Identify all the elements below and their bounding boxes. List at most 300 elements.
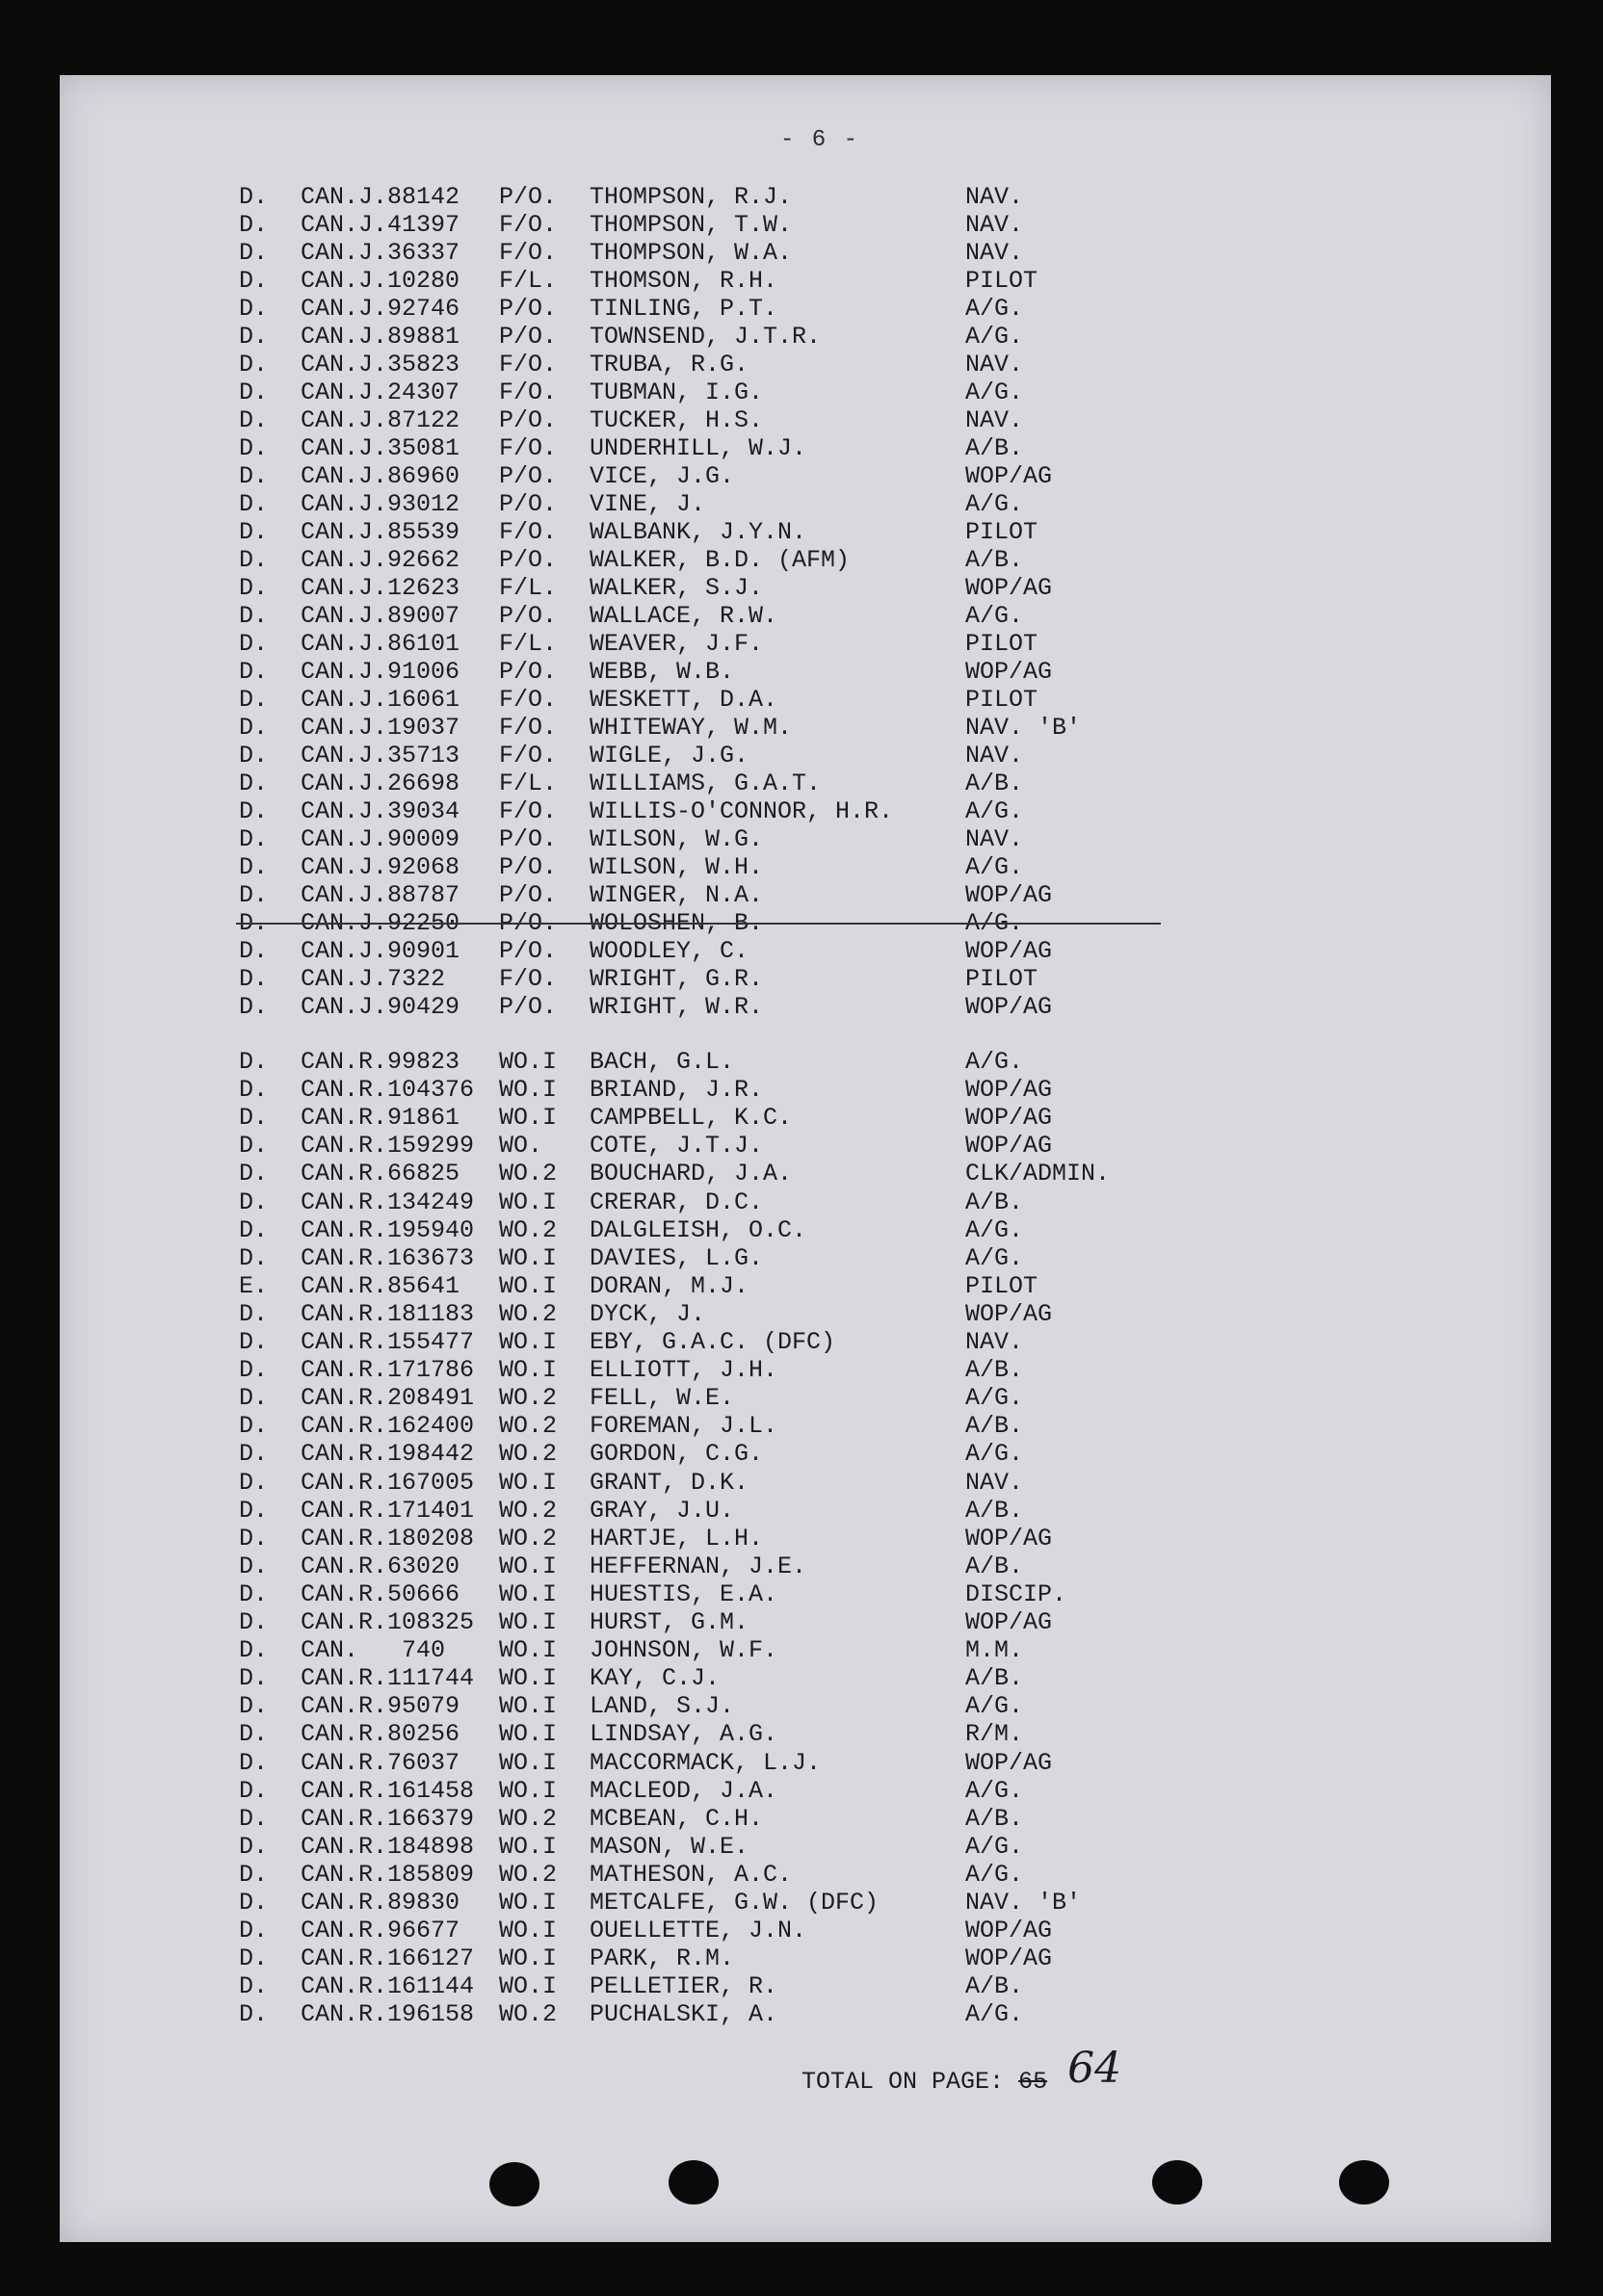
name: CRERAR, D.C. xyxy=(590,1187,764,1216)
service-number: CAN.R.76037 xyxy=(301,1748,460,1777)
list-row xyxy=(0,1244,1491,1272)
classification: D. xyxy=(239,630,269,658)
name: WALKER, B.D. (AFM) xyxy=(590,546,851,574)
service-number: CAN.R.184898 xyxy=(301,1832,475,1861)
service-number: CAN.R.85641 xyxy=(301,1271,460,1300)
name: WRIGHT, W.R. xyxy=(590,993,764,1021)
rank: WO.2 xyxy=(499,2000,558,2029)
name: DALGLEISH, O.C. xyxy=(590,1215,807,1244)
trade: WOP/AG xyxy=(965,881,1053,909)
rank: P/O. xyxy=(499,825,558,853)
service-number: CAN.R.161144 xyxy=(301,1972,475,2001)
list-row xyxy=(0,1917,1491,1944)
classification: D. xyxy=(239,518,269,546)
classification: D. xyxy=(239,937,269,965)
list-row xyxy=(0,490,1491,518)
list-row xyxy=(0,1552,1491,1580)
name: CAMPBELL, K.C. xyxy=(590,1104,793,1133)
rank: WO.2 xyxy=(499,1215,558,1244)
service-number: CAN.J.39034 xyxy=(301,797,460,825)
classification: D. xyxy=(239,1804,269,1833)
name: TINLING, P.T. xyxy=(590,295,778,323)
list-row xyxy=(0,1861,1491,1889)
service-number: CAN.J.35823 xyxy=(301,351,460,378)
rank: WO.I xyxy=(499,1692,558,1721)
classification: D. xyxy=(239,1917,269,1945)
service-number: CAN.R.99823 xyxy=(301,1048,460,1076)
rank: WO.I xyxy=(499,1328,558,1356)
trade: A/G. xyxy=(965,1048,1024,1076)
classification: D. xyxy=(239,1692,269,1721)
list-row xyxy=(0,239,1491,267)
page-total xyxy=(802,2044,1122,2099)
list-row xyxy=(0,295,1491,323)
name: MACCORMACK, L.J. xyxy=(590,1748,822,1777)
service-number: CAN.R.185809 xyxy=(301,1860,475,1889)
classification: E. xyxy=(239,1271,269,1300)
classification: D. xyxy=(239,853,269,881)
name: HURST, G.M. xyxy=(590,1608,749,1636)
service-number: CAN.R.155477 xyxy=(301,1328,475,1356)
rank: WO.I xyxy=(499,1579,558,1608)
total-label: TOTAL ON PAGE: xyxy=(802,2068,1005,2096)
service-number: CAN.J.93012 xyxy=(301,490,460,518)
list-row xyxy=(0,1720,1491,1748)
classification: D. xyxy=(239,1356,269,1385)
service-number: CAN.R.167005 xyxy=(301,1468,475,1497)
classification: D. xyxy=(239,1748,269,1777)
service-number: CAN.R.198442 xyxy=(301,1440,475,1469)
classification: D. xyxy=(239,602,269,630)
name: THOMPSON, T.W. xyxy=(590,211,793,239)
name: WIGLE, J.G. xyxy=(590,742,749,770)
service-number: CAN.R.96677 xyxy=(301,1917,460,1945)
service-number: CAN.J.90009 xyxy=(301,825,460,853)
rank: WO. xyxy=(499,1132,543,1161)
name: DYCK, J. xyxy=(590,1299,706,1328)
name: WALBANK, J.Y.N. xyxy=(590,518,807,546)
list-row xyxy=(0,1469,1491,1497)
list-row xyxy=(0,546,1491,574)
rank: F/O. xyxy=(499,686,558,714)
rank: P/O. xyxy=(499,853,558,881)
trade: NAV. xyxy=(965,183,1024,211)
total-handwritten-value: 64 xyxy=(1067,2044,1122,2093)
list-row xyxy=(0,1160,1491,1187)
list-row xyxy=(0,1188,1491,1216)
trade: PILOT xyxy=(965,965,1038,993)
name: BRIAND, J.R. xyxy=(590,1076,764,1105)
trade: WOP/AG xyxy=(965,1076,1053,1105)
list-row xyxy=(0,1132,1491,1160)
service-number: CAN.R.180208 xyxy=(301,1524,475,1552)
rank: P/O. xyxy=(499,490,558,518)
name: WEBB, W.B. xyxy=(590,658,735,686)
rank: WO.2 xyxy=(499,1160,558,1188)
name: THOMPSON, R.J. xyxy=(590,183,793,211)
classification: D. xyxy=(239,993,269,1021)
classification: D. xyxy=(239,406,269,434)
rank: P/O. xyxy=(499,295,558,323)
name: GRAY, J.U. xyxy=(590,1496,735,1525)
name: PUCHALSKI, A. xyxy=(590,2000,778,2029)
list-row xyxy=(0,1664,1491,1692)
service-number: CAN.J.88787 xyxy=(301,881,460,909)
classification: D. xyxy=(239,574,269,602)
list-row xyxy=(0,825,1491,853)
service-number: CAN.J.88142 xyxy=(301,183,460,211)
name: TOWNSEND, J.T.R. xyxy=(590,323,822,351)
classification: D. xyxy=(239,1104,269,1133)
rank: WO.I xyxy=(499,1972,558,2001)
rank: P/O. xyxy=(499,462,558,490)
name: HUESTIS, E.A. xyxy=(590,1579,778,1608)
classification: D. xyxy=(239,1552,269,1580)
list-row xyxy=(0,797,1491,825)
name: KAY, C.J. xyxy=(590,1664,721,1693)
service-number: CAN.J.85539 xyxy=(301,518,460,546)
rank: F/O. xyxy=(499,378,558,406)
classification: D. xyxy=(239,267,269,295)
rank: WO.I xyxy=(499,1076,558,1105)
service-number: CAN.R.166127 xyxy=(301,1944,475,1973)
trade: A/G. xyxy=(965,378,1024,406)
name: FOREMAN, J.L. xyxy=(590,1412,778,1441)
trade: A/B. xyxy=(965,1412,1024,1441)
service-number: CAN.J.89881 xyxy=(301,323,460,351)
service-number: CAN.J.10280 xyxy=(301,267,460,295)
classification: D. xyxy=(239,1889,269,1917)
name: DORAN, M.J. xyxy=(590,1271,749,1300)
rank: F/O. xyxy=(499,239,558,267)
service-number: CAN.J.87122 xyxy=(301,406,460,434)
name: COTE, J.T.J. xyxy=(590,1132,764,1161)
classification: D. xyxy=(239,1579,269,1608)
classification: D. xyxy=(239,490,269,518)
trade: WOP/AG xyxy=(965,574,1053,602)
list-row xyxy=(0,1497,1491,1525)
rank: F/L. xyxy=(499,770,558,797)
list-row xyxy=(0,881,1491,909)
classification: D. xyxy=(239,2000,269,2029)
service-number: CAN.R.171401 xyxy=(301,1496,475,1525)
name: GRANT, D.K. xyxy=(590,1468,749,1497)
trade: M.M. xyxy=(965,1636,1024,1665)
rank: P/O. xyxy=(499,546,558,574)
classification: D. xyxy=(239,1468,269,1497)
rank: WO.I xyxy=(499,1356,558,1385)
service-number: CAN.J.91006 xyxy=(301,658,460,686)
trade: A/G. xyxy=(965,2000,1024,2029)
name: ELLIOTT, J.H. xyxy=(590,1356,778,1385)
trade: A/G. xyxy=(965,490,1024,518)
classification: D. xyxy=(239,1412,269,1441)
list-row xyxy=(0,714,1491,742)
service-number: CAN.R.91861 xyxy=(301,1104,460,1133)
list-row xyxy=(0,462,1491,490)
list-row xyxy=(0,1356,1491,1384)
service-number: CAN.J.35713 xyxy=(301,742,460,770)
classification: D. xyxy=(239,797,269,825)
name: WALLACE, R.W. xyxy=(590,602,778,630)
trade: WOP/AG xyxy=(965,462,1053,490)
classification: D. xyxy=(239,546,269,574)
trade: CLK/ADMIN. xyxy=(965,1160,1111,1188)
service-number: CAN.R.208491 xyxy=(301,1384,475,1413)
name: TRUBA, R.G. xyxy=(590,351,749,378)
name: WHITEWAY, W.M. xyxy=(590,714,793,742)
rank: WO.2 xyxy=(499,1384,558,1413)
trade: A/B. xyxy=(965,546,1024,574)
service-number: CAN.R.162400 xyxy=(301,1412,475,1441)
rank: WO.I xyxy=(499,1664,558,1693)
punch-hole xyxy=(1339,2160,1389,2205)
classification: D. xyxy=(239,1328,269,1356)
rank: WO.I xyxy=(499,1889,558,1917)
trade: NAV. 'B' xyxy=(965,1889,1082,1917)
trade: NAV. 'B' xyxy=(965,714,1082,742)
rank: F/O. xyxy=(499,518,558,546)
name: METCALFE, G.W. (DFC) xyxy=(590,1889,880,1917)
name: EBY, G.A.C. (DFC) xyxy=(590,1328,836,1356)
name: THOMPSON, W.A. xyxy=(590,239,793,267)
classification: D. xyxy=(239,1076,269,1105)
list-row xyxy=(0,574,1491,602)
classification: D. xyxy=(239,239,269,267)
list-row xyxy=(0,211,1491,239)
trade: A/G. xyxy=(965,1860,1024,1889)
list-row xyxy=(0,630,1491,658)
rank: P/O. xyxy=(499,323,558,351)
trade: PILOT xyxy=(965,630,1038,658)
rank: WO.I xyxy=(499,1944,558,1973)
service-number: CAN. 740 xyxy=(301,1636,446,1665)
classification: D. xyxy=(239,714,269,742)
name: MCBEAN, C.H. xyxy=(590,1804,764,1833)
punch-hole xyxy=(669,2160,719,2205)
list-row xyxy=(0,1384,1491,1412)
rank: F/O. xyxy=(499,714,558,742)
classification: D. xyxy=(239,1664,269,1693)
rank: WO.I xyxy=(499,1832,558,1861)
rank: WO.2 xyxy=(499,1860,558,1889)
classification: D. xyxy=(239,295,269,323)
rank: WO.2 xyxy=(499,1524,558,1552)
trade: DISCIP. xyxy=(965,1579,1067,1608)
trade: A/G. xyxy=(965,909,1024,937)
list-row xyxy=(0,1972,1491,2000)
service-number: CAN.J.90901 xyxy=(301,937,460,965)
rank: F/L. xyxy=(499,630,558,658)
trade: WOP/AG xyxy=(965,993,1053,1021)
name: WOLOSHEN, B. xyxy=(590,909,764,937)
trade: A/B. xyxy=(965,1664,1024,1693)
trade: NAV. xyxy=(965,1468,1024,1497)
service-number: CAN.J.35081 xyxy=(301,434,460,462)
list-row xyxy=(0,183,1491,211)
trade: WOP/AG xyxy=(965,1299,1053,1328)
punch-hole xyxy=(1152,2160,1202,2205)
list-row xyxy=(0,1272,1491,1300)
classification: D. xyxy=(239,323,269,351)
service-number: CAN.J.92662 xyxy=(301,546,460,574)
list-row xyxy=(0,1525,1491,1552)
classification: D. xyxy=(239,1384,269,1413)
classification: D. xyxy=(239,1440,269,1469)
name: DAVIES, L.G. xyxy=(590,1243,764,1272)
rank: F/O. xyxy=(499,434,558,462)
trade: A/G. xyxy=(965,295,1024,323)
trade: NAV. xyxy=(965,1328,1024,1356)
rank: WO.2 xyxy=(499,1299,558,1328)
list-row xyxy=(0,434,1491,462)
trade: WOP/AG xyxy=(965,1132,1053,1161)
name: WILLIAMS, G.A.T. xyxy=(590,770,822,797)
name: WINGER, N.A. xyxy=(590,881,764,909)
list-row xyxy=(0,1889,1491,1917)
trade: NAV. xyxy=(965,742,1024,770)
classification: D. xyxy=(239,1160,269,1188)
trade: A/B. xyxy=(965,770,1024,797)
list-row xyxy=(0,351,1491,378)
classification: D. xyxy=(239,1832,269,1861)
rank: WO.I xyxy=(499,1187,558,1216)
rank: P/O. xyxy=(499,658,558,686)
list-row xyxy=(0,267,1491,295)
list-row xyxy=(0,1412,1491,1440)
rank: WO.2 xyxy=(499,1496,558,1525)
rank: F/O. xyxy=(499,797,558,825)
rank: WO.I xyxy=(499,1048,558,1076)
classification: D. xyxy=(239,378,269,406)
rank: P/O. xyxy=(499,993,558,1021)
service-number: CAN.J.92250 xyxy=(301,909,460,937)
service-number: CAN.J.41397 xyxy=(301,211,460,239)
service-number: CAN.J.24307 xyxy=(301,378,460,406)
name: PELLETIER, R. xyxy=(590,1972,778,2001)
name: WEAVER, J.F. xyxy=(590,630,764,658)
rank: WO.I xyxy=(499,1776,558,1805)
classification: D. xyxy=(239,1972,269,2001)
name: HARTJE, L.H. xyxy=(590,1524,764,1552)
service-number: CAN.R.196158 xyxy=(301,2000,475,2029)
service-number: CAN.R.80256 xyxy=(301,1720,460,1749)
list-row xyxy=(0,993,1491,1021)
classification: D. xyxy=(239,1720,269,1749)
list-row xyxy=(0,323,1491,351)
trade: NAV. xyxy=(965,351,1024,378)
name: WILLIS-O'CONNOR, H.R. xyxy=(590,797,894,825)
classification: D. xyxy=(239,1496,269,1525)
service-number: CAN.J.90429 xyxy=(301,993,460,1021)
name: WILSON, W.G. xyxy=(590,825,764,853)
name: TUCKER, H.S. xyxy=(590,406,764,434)
trade: A/G. xyxy=(965,1692,1024,1721)
service-number: CAN.R.66825 xyxy=(301,1160,460,1188)
service-number: CAN.J.36337 xyxy=(301,239,460,267)
list-row xyxy=(0,1777,1491,1805)
list-row xyxy=(0,1749,1491,1777)
service-number: CAN.R.134249 xyxy=(301,1187,475,1216)
name: BOUCHARD, J.A. xyxy=(590,1160,793,1188)
service-number: CAN.R.195940 xyxy=(301,1215,475,1244)
rank: WO.2 xyxy=(499,1804,558,1833)
rank: WO.I xyxy=(499,1720,558,1749)
trade: WOP/AG xyxy=(965,1608,1053,1636)
service-number: CAN.J.92068 xyxy=(301,853,460,881)
trade: PILOT xyxy=(965,1271,1038,1300)
list-row xyxy=(0,853,1491,881)
trade: A/G. xyxy=(965,1384,1024,1413)
list-row xyxy=(0,518,1491,546)
trade: PILOT xyxy=(965,267,1038,295)
rank: F/L. xyxy=(499,267,558,295)
list-row xyxy=(0,1216,1491,1244)
list-row xyxy=(0,1328,1491,1356)
classification: D. xyxy=(239,1608,269,1636)
rank: WO.I xyxy=(499,1608,558,1636)
classification: D. xyxy=(239,1944,269,1973)
list-row xyxy=(0,1944,1491,1972)
rank: WO.I xyxy=(499,1243,558,1272)
list-row xyxy=(0,1104,1491,1132)
trade: A/G. xyxy=(965,797,1024,825)
name: PARK, R.M. xyxy=(590,1944,735,1973)
service-number: CAN.R.89830 xyxy=(301,1889,460,1917)
rank: WO.2 xyxy=(499,1412,558,1441)
trade: A/G. xyxy=(965,1243,1024,1272)
classification: D. xyxy=(239,1299,269,1328)
rank: P/O. xyxy=(499,183,558,211)
classification: D. xyxy=(239,965,269,993)
service-number: CAN.R.163673 xyxy=(301,1243,475,1272)
classification: D. xyxy=(239,658,269,686)
name: LAND, S.J. xyxy=(590,1692,735,1721)
name: WESKETT, D.A. xyxy=(590,686,778,714)
list-row xyxy=(0,1636,1491,1664)
rank: F/L. xyxy=(499,574,558,602)
list-row xyxy=(0,937,1491,965)
name: WOODLEY, C. xyxy=(590,937,749,965)
classification: D. xyxy=(239,1132,269,1161)
name: MACLEOD, J.A. xyxy=(590,1776,778,1805)
list-row xyxy=(0,1580,1491,1608)
name: GORDON, C.G. xyxy=(590,1440,764,1469)
rank: F/O. xyxy=(499,742,558,770)
trade: PILOT xyxy=(965,518,1038,546)
list-row xyxy=(0,770,1491,797)
classification: D. xyxy=(239,1776,269,1805)
trade: PILOT xyxy=(965,686,1038,714)
trade: WOP/AG xyxy=(965,1748,1053,1777)
service-number: CAN.J.89007 xyxy=(301,602,460,630)
name: HEFFERNAN, J.E. xyxy=(590,1552,807,1580)
service-number: CAN.R.63020 xyxy=(301,1552,460,1580)
punch-hole xyxy=(489,2162,539,2206)
list-row xyxy=(0,1076,1491,1104)
trade: WOP/AG xyxy=(965,658,1053,686)
list-row xyxy=(0,1833,1491,1861)
service-number: CAN.J.86960 xyxy=(301,462,460,490)
rank: P/O. xyxy=(499,602,558,630)
service-number: CAN.R.159299 xyxy=(301,1132,475,1161)
service-number: CAN.J.16061 xyxy=(301,686,460,714)
name: WILSON, W.H. xyxy=(590,853,764,881)
service-number: CAN.R.111744 xyxy=(301,1664,475,1693)
service-number: CAN.J.86101 xyxy=(301,630,460,658)
list-row xyxy=(0,406,1491,434)
trade: A/G. xyxy=(965,602,1024,630)
